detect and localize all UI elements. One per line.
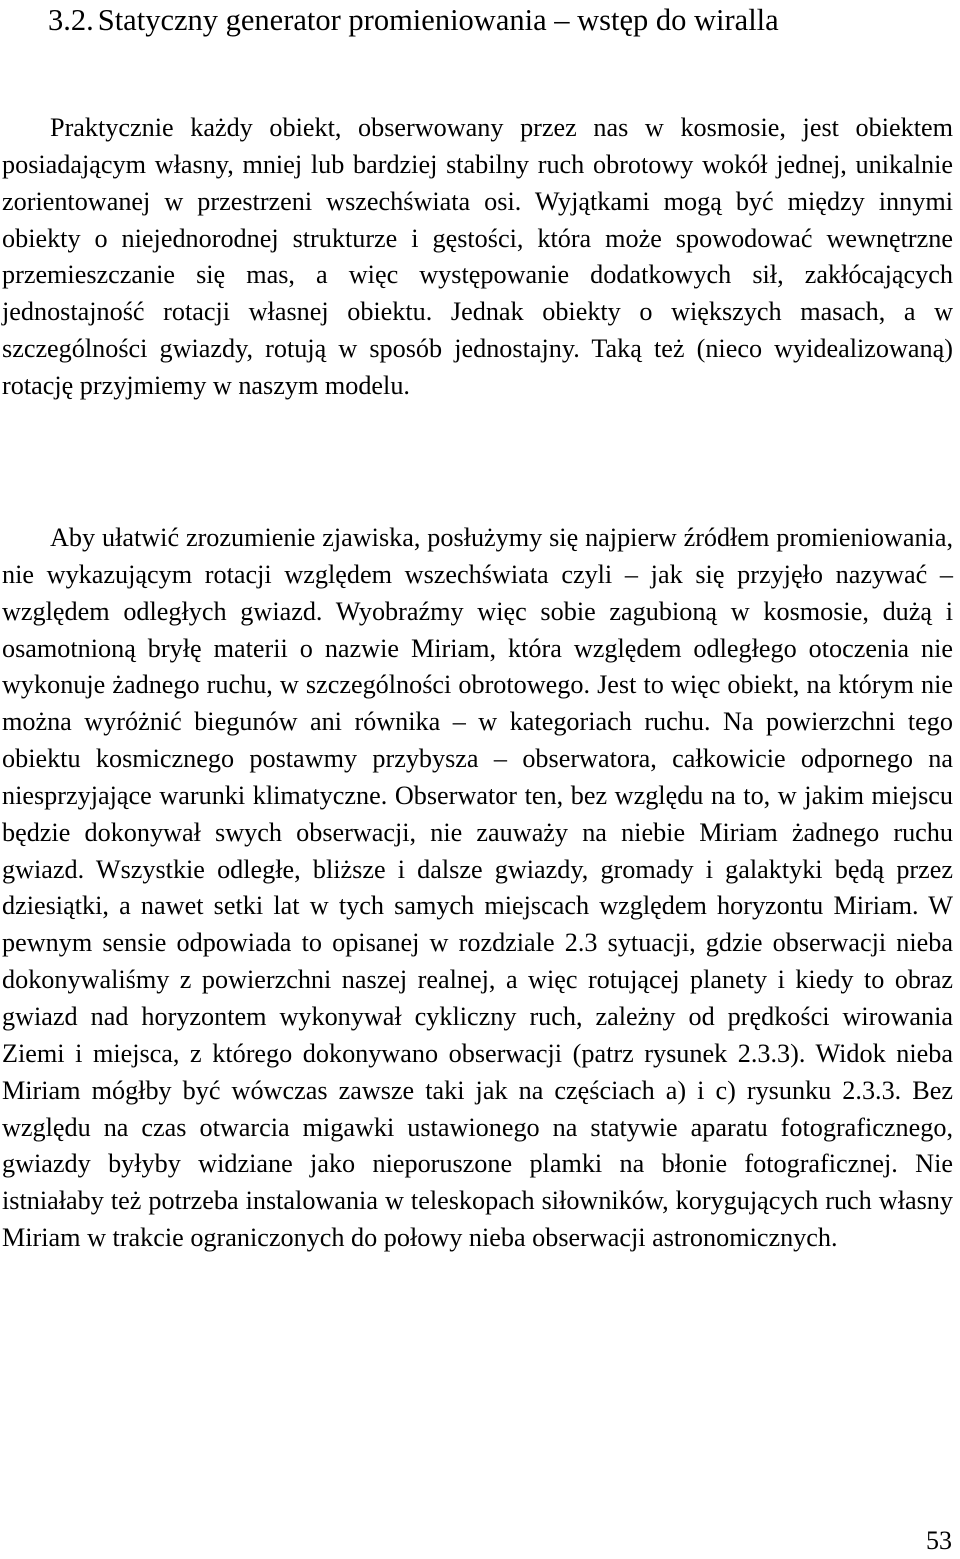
page-number: 53 [926, 1526, 952, 1555]
section-title: Statyczny generator promieniowania – wstęp do wiralla [97, 3, 779, 37]
paragraph-rotation-intro: Praktycznie każdy obiekt, obserwowany przez nas w kosmosie, jest obiektem posiadającym własny, mniej lub bardziej stabilny ruch obrotowy wokół jednej, unikalnie zorientowanej w przestrzeni wszechświata osi. Wyjątkami mogą być między innymi obiekty o niejednorodnej strukturze i gęstości, która może spowodować wewnętrzne przemieszczanie się mas, a więc występowanie dodatkowych sił, zakłócających jednostajność rotacji własnej obiektu. Jednak obiekty o większych masach, a w szczególności gwiazdy, rotują w sposób jednostajny. Taką też (nieco wyidealizowaną) rotację przyjmiemy w naszym modelu. [2, 113, 953, 400]
paragraph-miriam-model: Aby ułatwić zrozumienie zjawiska, posłużymy się najpierw źródłem promieniowania, nie wykazującym rotacji względem wszechświata czyli – jak się przyjęło nazywać – względem odległych gwiazd. Wyobraźmy więc sobie zagubioną w kosmosie, dużą i osamotnioną bryłę materii o nazwie Miriam, która względem odległego otoczenia nie wykonuje żadnego ruchu, w szczególności obrotowego. Jest to więc obiekt, na którym nie można wyróżnić biegunów ani równika – w kategoriach ruchu. Na powierzchni tego obiektu kosmicznego postawmy przybysza – obserwatora, całkowicie odpornego na niesprzyjające warunki klimatyczne. Obserwator ten, bez względu na to, w jakim miejscu będzie dokonywał swych obserwacji, nie zauważy na niebie Miriam żadnego ruchu gwiazd. Wszystkie odległe, bliższe i dalsze gwiazdy, gromady i galaktyki będą przez dziesiątki, a nawet setki lat w tych samych miejscach względem horyzontu Miriam. W pewnym sensie odpowiada to opisanej w rozdziale 2.3 sytuacji, gdzie obserwacji nieba dokonywaliśmy z powierzchni naszej realnej, a więc rotującej planety i kiedy to obraz gwiazd nad horyzontem wykonywał cykliczny ruch, zależny od prędkości wirowania Ziemi i miejsca, z którego dokonywano obserwacji (patrz rysunek 2.3.3). Widok nieba Miriam mógłby być wówczas zawsze taki jak na częściach a) i c) rysunku 2.3.3. Bez względu na czas otwarcia migawki ustawionego na statywie aparatu fotograficznego, gwiazdy byłyby widziane jako nieporuszone plamki na błonie fotograficznej. Nie istniałaby też potrzeba instalowania w teleskopach siłowników, korygujących ruch własny Miriam w trakcie ograniczonych do połowy nieba obserwacji astronomicznych. [2, 523, 953, 1253]
section-heading [48, 2, 779, 38]
section-number: 3.2. [48, 3, 94, 37]
